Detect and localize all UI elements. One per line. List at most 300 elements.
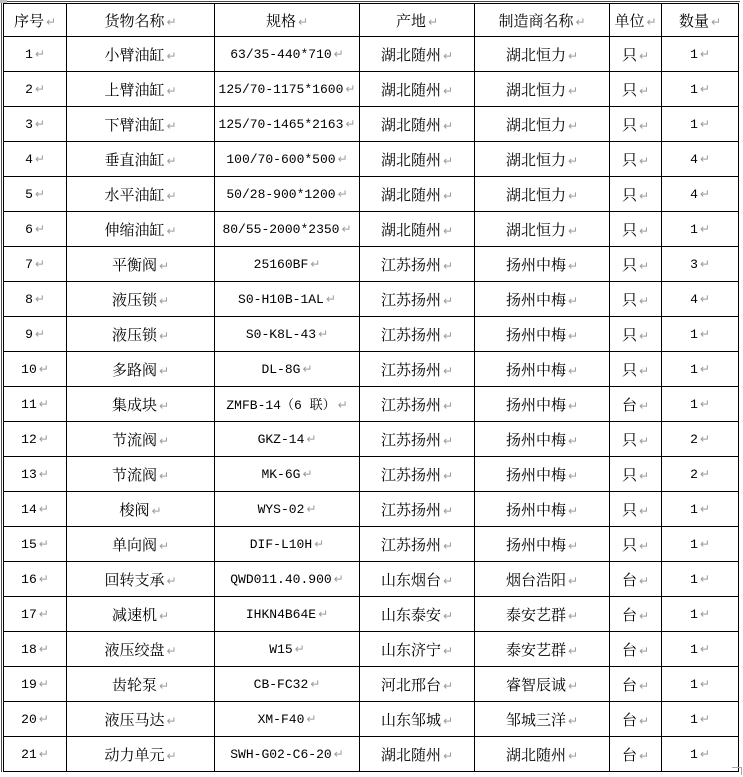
cell-unit[interactable] (610, 422, 662, 457)
cell-text-unit: 只 (621, 327, 637, 344)
cell-text-qty: 1 (690, 572, 698, 587)
cell-index[interactable] (4, 667, 67, 702)
cell-end-marker: ↵ (567, 188, 579, 203)
cell-origin[interactable] (360, 597, 475, 632)
cell-text-manufacturer: 制造商名称 (498, 13, 574, 30)
cell-name[interactable] (67, 212, 215, 247)
cell-end-marker: ↵ (34, 117, 45, 131)
cell-end-marker: ↵ (442, 608, 454, 623)
cell-text-spec: 63/35-440*710 (230, 47, 332, 62)
cell-text-qty: 1 (690, 607, 698, 622)
cell-end-marker: ↵ (158, 328, 170, 343)
cell-origin[interactable] (360, 387, 475, 422)
cell-end-marker: ↵ (638, 678, 650, 693)
cell-spec[interactable] (215, 737, 360, 772)
cell-unit[interactable] (610, 317, 662, 352)
cell-end-marker: ↵ (318, 327, 329, 341)
cell-name[interactable] (67, 492, 215, 527)
cell-origin[interactable] (360, 247, 475, 282)
cell-origin[interactable] (360, 737, 475, 772)
cell-origin[interactable] (360, 142, 475, 177)
cell-manufacturer[interactable] (475, 142, 610, 177)
cell-text-name: 液压锁 (111, 292, 157, 309)
cell-origin[interactable] (360, 492, 475, 527)
cell-unit[interactable] (610, 737, 662, 772)
table-row (4, 667, 739, 702)
cell-manufacturer[interactable] (475, 492, 610, 527)
cell-index[interactable] (4, 247, 67, 282)
cell-origin[interactable] (360, 667, 475, 702)
cell-name[interactable] (67, 422, 215, 457)
cell-qty[interactable] (662, 667, 739, 702)
cell-qty[interactable] (662, 422, 739, 457)
cell-end-marker: ↵ (638, 748, 650, 763)
cell-text-manufacturer: 湖北恒力 (505, 47, 566, 64)
cell-text-name: 集成块 (111, 397, 157, 414)
cell-index[interactable] (4, 422, 67, 457)
cell-origin[interactable] (360, 37, 475, 72)
cell-origin[interactable] (360, 317, 475, 352)
cell-index[interactable] (4, 632, 67, 667)
cell-text-index: 4 (25, 152, 33, 167)
cell-spec[interactable] (215, 387, 360, 422)
cell-end-marker: ↵ (699, 502, 710, 516)
cell-spec[interactable] (215, 422, 360, 457)
cell-end-marker: ↵ (158, 398, 170, 413)
cell-qty[interactable] (662, 37, 739, 72)
cell-spec[interactable] (215, 72, 360, 107)
cell-text-index: 1 (25, 47, 33, 62)
cell-end-marker: ↵ (166, 748, 177, 763)
cell-text-manufacturer: 扬州中梅 (505, 327, 566, 344)
cell-manufacturer[interactable] (475, 667, 610, 702)
cell-spec[interactable] (215, 107, 360, 142)
cell-qty[interactable] (662, 72, 739, 107)
cell-end-marker: ↵ (38, 362, 49, 376)
cell-end-marker: ↵ (310, 257, 321, 271)
cell-name[interactable] (67, 142, 215, 177)
cell-spec[interactable] (215, 212, 360, 247)
cell-text-manufacturer: 烟台浩阳 (505, 572, 566, 589)
cell-end-marker: ↵ (567, 398, 579, 413)
cell-name[interactable] (67, 667, 215, 702)
cell-manufacturer[interactable] (475, 527, 610, 562)
cell-unit[interactable] (610, 212, 662, 247)
cell-spec[interactable] (215, 37, 360, 72)
cell-unit[interactable] (610, 282, 662, 317)
cell-name[interactable] (67, 597, 215, 632)
cell-text-origin: 湖北随州 (380, 222, 441, 239)
cell-unit[interactable] (610, 702, 662, 737)
cell-index[interactable] (4, 387, 67, 422)
cell-unit[interactable] (610, 37, 662, 72)
cell-end-marker: ↵ (699, 467, 710, 481)
cell-text-index: 17 (21, 607, 37, 622)
table-row (4, 387, 739, 422)
cell-origin[interactable] (360, 352, 475, 387)
cell-unit[interactable] (610, 177, 662, 212)
cell-end-marker: ↵ (38, 537, 49, 551)
table-body (4, 37, 739, 772)
cell-origin[interactable] (360, 72, 475, 107)
cell-unit[interactable] (610, 667, 662, 702)
cell-index[interactable] (4, 457, 67, 492)
cell-text-index: 6 (25, 222, 33, 237)
cell-text-origin: 山东泰安 (380, 607, 441, 624)
cell-text-qty: 数量 (678, 13, 709, 30)
cell-text-name: 下臂油缸 (104, 117, 165, 134)
cell-end-marker: ↵ (158, 258, 170, 273)
cell-spec[interactable] (215, 527, 360, 562)
cell-end-marker: ↵ (442, 363, 454, 378)
cell-manufacturer[interactable] (475, 562, 610, 597)
cell-spec[interactable] (215, 632, 360, 667)
cell-manufacturer[interactable] (475, 282, 610, 317)
table-row (4, 177, 739, 212)
cell-name[interactable] (67, 527, 215, 562)
cell-end-marker: ↵ (306, 712, 317, 726)
cell-unit[interactable] (610, 387, 662, 422)
cell-text-name: 单向阀 (111, 537, 157, 554)
table-row (4, 247, 739, 282)
cell-text-origin: 产地 (395, 13, 426, 30)
cell-origin[interactable] (360, 527, 475, 562)
cell-text-qty: 1 (690, 222, 698, 237)
cell-text-qty: 1 (690, 677, 698, 692)
cell-unit[interactable] (610, 527, 662, 562)
cell-index[interactable] (4, 492, 67, 527)
cell-spec[interactable] (215, 247, 360, 282)
cell-end-marker: ↵ (38, 747, 49, 761)
cell-name[interactable] (67, 352, 215, 387)
cell-end-marker: ↵ (567, 258, 579, 273)
column-header-origin[interactable] (360, 4, 475, 37)
column-header-unit[interactable] (610, 4, 662, 37)
cell-text-name: 货物名称 (104, 13, 165, 30)
cell-manufacturer[interactable] (475, 387, 610, 422)
cell-end-marker: ↵ (442, 293, 454, 308)
cell-origin[interactable] (360, 107, 475, 142)
cell-origin[interactable] (360, 457, 475, 492)
cell-text-manufacturer: 邹城三洋 (505, 712, 566, 729)
cell-text-index: 9 (25, 327, 33, 342)
cell-text-index: 序号 (13, 13, 44, 30)
cell-text-origin: 河北邢台 (380, 677, 441, 694)
cell-end-marker: ↵ (294, 642, 305, 656)
cell-origin[interactable] (360, 212, 475, 247)
cell-spec[interactable] (215, 282, 360, 317)
cell-end-marker: ↵ (567, 118, 579, 133)
cell-spec[interactable] (215, 597, 360, 632)
cell-origin[interactable] (360, 422, 475, 457)
cell-text-spec: 规格 (265, 13, 296, 30)
cell-name[interactable] (67, 247, 215, 282)
cell-manufacturer[interactable] (475, 37, 610, 72)
cell-end-marker: ↵ (337, 152, 348, 166)
cell-index[interactable] (4, 352, 67, 387)
table-row (4, 212, 739, 247)
cell-text-origin: 湖北随州 (380, 747, 441, 764)
cell-qty[interactable] (662, 317, 739, 352)
cell-text-manufacturer: 扬州中梅 (505, 397, 566, 414)
cell-spec[interactable] (215, 492, 360, 527)
cell-text-manufacturer: 睿智辰诚 (505, 677, 566, 694)
cell-text-unit: 台 (621, 712, 637, 729)
cell-origin[interactable] (360, 177, 475, 212)
cell-text-spec: WYS-02 (257, 502, 305, 517)
cell-end-marker: ↵ (567, 153, 579, 168)
cell-manufacturer[interactable] (475, 177, 610, 212)
cell-end-marker: ↵ (341, 222, 352, 236)
cell-qty[interactable] (662, 492, 739, 527)
cell-qty[interactable] (662, 212, 739, 247)
cell-unit[interactable] (610, 72, 662, 107)
cell-name[interactable] (67, 702, 215, 737)
cell-origin[interactable] (360, 702, 475, 737)
cell-index[interactable] (4, 107, 67, 142)
column-header-manufacturer[interactable] (475, 4, 610, 37)
cell-index[interactable] (4, 72, 67, 107)
table-row (4, 527, 739, 562)
cell-origin[interactable] (360, 632, 475, 667)
cell-text-index: 8 (25, 292, 33, 307)
cell-end-marker: ↵ (34, 327, 45, 341)
cell-end-marker: ↵ (699, 677, 710, 691)
cell-spec[interactable] (215, 667, 360, 702)
cell-origin[interactable] (360, 282, 475, 317)
cell-qty[interactable] (662, 597, 739, 632)
cell-index[interactable] (4, 562, 67, 597)
cell-index[interactable] (4, 177, 67, 212)
cell-manufacturer[interactable] (475, 632, 610, 667)
cell-end-marker: ↵ (151, 503, 162, 518)
cell-spec[interactable] (215, 352, 360, 387)
cell-name[interactable] (67, 632, 215, 667)
table-row (4, 317, 739, 352)
cell-text-manufacturer: 扬州中梅 (505, 502, 566, 519)
cell-text-index: 5 (25, 187, 33, 202)
cell-index[interactable] (4, 317, 67, 352)
cell-end-marker: ↵ (158, 433, 170, 448)
cell-end-marker: ↵ (567, 608, 579, 623)
cell-qty[interactable] (662, 562, 739, 597)
cell-text-manufacturer: 扬州中梅 (505, 537, 566, 554)
cell-name[interactable] (67, 457, 215, 492)
cell-name[interactable] (67, 317, 215, 352)
cell-qty[interactable] (662, 107, 739, 142)
table-row (4, 562, 739, 597)
cell-name[interactable] (67, 37, 215, 72)
cell-text-origin: 江苏扬州 (380, 292, 441, 309)
cell-end-marker: ↵ (34, 292, 45, 306)
cell-name[interactable] (67, 177, 215, 212)
cell-name[interactable] (67, 562, 215, 597)
cell-end-marker: ↵ (38, 397, 49, 411)
cell-qty[interactable] (662, 702, 739, 737)
cell-text-manufacturer: 泰安艺群 (505, 607, 566, 624)
cell-name[interactable] (67, 737, 215, 772)
cell-end-marker: ↵ (34, 222, 45, 236)
cell-manufacturer[interactable] (475, 212, 610, 247)
cell-qty[interactable] (662, 142, 739, 177)
cell-end-marker: ↵ (699, 187, 710, 201)
cell-text-index: 18 (21, 642, 37, 657)
cell-text-origin: 江苏扬州 (380, 467, 441, 484)
cell-end-marker: ↵ (34, 187, 45, 201)
cell-text-qty: 3 (690, 257, 698, 272)
cell-text-origin: 江苏扬州 (380, 432, 441, 449)
cell-text-origin: 湖北随州 (380, 152, 441, 169)
cell-manufacturer[interactable] (475, 352, 610, 387)
cell-end-marker: ↵ (34, 152, 45, 166)
cell-end-marker: ↵ (638, 48, 650, 63)
column-header-qty[interactable] (662, 4, 739, 37)
cell-name[interactable] (67, 282, 215, 317)
column-header-name[interactable] (67, 4, 215, 37)
cell-text-name: 多路阀 (111, 362, 157, 379)
cell-index[interactable] (4, 702, 67, 737)
cell-unit[interactable] (610, 632, 662, 667)
cell-unit[interactable] (610, 597, 662, 632)
cell-end-marker: ↵ (442, 48, 454, 63)
cell-text-unit: 台 (621, 747, 637, 764)
cell-text-name: 液压绞盘 (104, 642, 165, 659)
cell-text-index: 19 (21, 677, 37, 692)
cell-text-manufacturer: 湖北恒力 (505, 117, 566, 134)
cell-manufacturer[interactable] (475, 737, 610, 772)
cell-index[interactable] (4, 37, 67, 72)
cell-manufacturer[interactable] (475, 597, 610, 632)
cell-unit[interactable] (610, 107, 662, 142)
cell-end-marker: ↵ (567, 678, 579, 693)
table-row (4, 632, 739, 667)
column-header-spec[interactable] (215, 4, 360, 37)
cell-unit[interactable] (610, 492, 662, 527)
cell-text-unit: 台 (621, 642, 637, 659)
cell-name[interactable] (67, 107, 215, 142)
cell-end-marker: ↵ (442, 258, 454, 273)
cell-text-spec: 25160BF (253, 257, 309, 272)
cell-text-name: 回转支承 (104, 572, 165, 589)
cell-text-name: 垂直油缸 (104, 152, 165, 169)
cell-index[interactable] (4, 212, 67, 247)
cell-end-marker: ↵ (638, 188, 650, 203)
table-header-row (4, 4, 739, 37)
cell-spec[interactable] (215, 562, 360, 597)
cell-text-spec: 80/55-2000*2350 (222, 222, 340, 237)
cell-end-marker: ↵ (699, 362, 710, 376)
cell-name[interactable] (67, 72, 215, 107)
cell-text-origin: 湖北随州 (380, 187, 441, 204)
cell-spec[interactable] (215, 702, 360, 737)
cell-qty[interactable] (662, 247, 739, 282)
cell-end-marker: ↵ (442, 433, 454, 448)
cell-end-marker: ↵ (699, 747, 710, 761)
cell-index[interactable] (4, 282, 67, 317)
cell-manufacturer[interactable] (475, 422, 610, 457)
cell-text-origin: 江苏扬州 (380, 502, 441, 519)
cell-text-qty: 1 (690, 747, 698, 762)
cell-text-spec: S0-H10B-1AL (238, 292, 324, 307)
cell-end-marker: ↵ (699, 152, 710, 166)
table-row (4, 702, 739, 737)
cell-spec[interactable] (215, 177, 360, 212)
cell-name[interactable] (67, 387, 215, 422)
cell-text-unit: 只 (621, 82, 637, 99)
cell-text-spec: 100/70-600*500 (226, 152, 336, 167)
cell-qty[interactable] (662, 527, 739, 562)
cell-index[interactable] (4, 597, 67, 632)
cell-index[interactable] (4, 737, 67, 772)
cell-manufacturer[interactable] (475, 702, 610, 737)
cell-text-origin: 湖北随州 (380, 82, 441, 99)
cell-end-marker: ↵ (345, 82, 356, 96)
cell-text-unit: 只 (621, 467, 637, 484)
cell-qty[interactable] (662, 352, 739, 387)
cell-text-unit: 台 (621, 572, 637, 589)
cell-qty[interactable] (662, 737, 739, 772)
cell-text-origin: 山东烟台 (380, 572, 441, 589)
cell-text-spec: XM-F40 (257, 712, 305, 727)
cell-qty[interactable] (662, 632, 739, 667)
cell-index[interactable] (4, 527, 67, 562)
cell-end-marker: ↵ (638, 433, 650, 448)
cell-spec[interactable] (215, 142, 360, 177)
cell-unit[interactable] (610, 457, 662, 492)
cell-end-marker: ↵ (699, 712, 710, 726)
cell-spec[interactable] (215, 317, 360, 352)
cell-spec[interactable] (215, 457, 360, 492)
cell-manufacturer[interactable] (475, 247, 610, 282)
cell-qty[interactable] (662, 387, 739, 422)
cell-end-marker: ↵ (442, 83, 454, 98)
column-header-index[interactable] (4, 4, 67, 37)
cell-unit[interactable] (610, 142, 662, 177)
cell-manufacturer[interactable] (475, 107, 610, 142)
cell-unit[interactable] (610, 352, 662, 387)
cell-end-marker: ↵ (442, 643, 454, 658)
cell-qty[interactable] (662, 177, 739, 212)
cell-end-marker: ↵ (38, 572, 49, 586)
cell-text-name: 水平油缸 (104, 187, 165, 204)
cell-end-marker: ↵ (302, 467, 313, 481)
cell-end-marker: ↵ (158, 538, 170, 553)
cell-unit[interactable] (610, 562, 662, 597)
cell-origin[interactable] (360, 562, 475, 597)
cell-qty[interactable] (662, 457, 739, 492)
cell-qty[interactable] (662, 282, 739, 317)
cell-end-marker: ↵ (442, 748, 454, 763)
cell-text-spec: SWH-G02-C6-20 (230, 747, 332, 762)
cell-text-qty: 2 (690, 467, 698, 482)
cell-manufacturer[interactable] (475, 72, 610, 107)
cell-index[interactable] (4, 142, 67, 177)
cell-end-marker: ↵ (638, 608, 650, 623)
cell-end-marker: ↵ (442, 713, 454, 728)
cell-end-marker: ↵ (314, 537, 325, 551)
cell-end-marker: ↵ (333, 47, 344, 61)
cell-manufacturer[interactable] (475, 457, 610, 492)
cell-end-marker: ↵ (325, 292, 336, 306)
cell-manufacturer[interactable] (475, 317, 610, 352)
cell-end-marker: ↵ (638, 363, 650, 378)
cell-text-unit: 台 (621, 397, 637, 414)
cell-unit[interactable] (610, 247, 662, 282)
cell-end-marker: ↵ (699, 607, 710, 621)
cell-text-unit: 只 (621, 187, 637, 204)
cell-text-spec: IHKN4B64E (245, 607, 317, 622)
table-row (4, 597, 739, 632)
